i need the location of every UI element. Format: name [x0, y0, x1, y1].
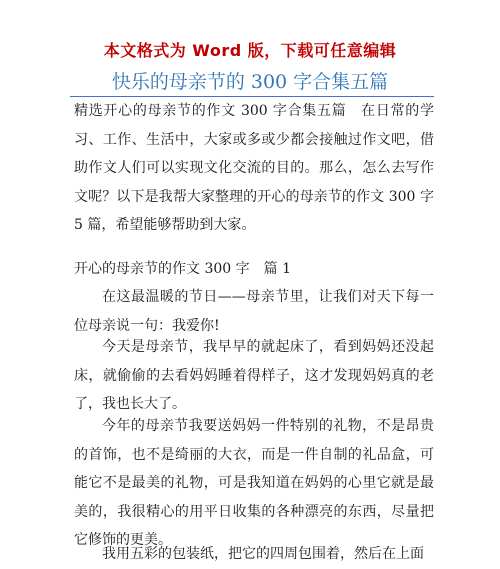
section-heading: 开心的母亲节的作文 300 字 篇 1 — [74, 261, 291, 277]
body-paragraph: 今天是母亲节，我早早的就起床了，看到妈妈还没起床，就偷偷的去看妈妈睡着得样子，这才发现妈妈真的老了，我也长大了。 — [74, 339, 434, 412]
body-paragraph: 今年的母亲节我要送妈妈一件特别的礼物，不是昂贵的首饰，也不是绮丽的大衣，而是一件自制的礼品盒，可能它不是最美的礼物，可是我知道在妈妈的心里它就是最美的，我很精心的用平日收集的各种漂亮的东西，尽量把它修饰的更美。 — [74, 418, 434, 548]
body-paragraph: 我用五彩的包装纸，把它的四周包围着，然后在上面 — [102, 546, 424, 562]
intro-paragraph: 精选开心的母亲节的作文 300 字合集五篇 在日常的学习、工作、生活中，大家或多或少都会接触过作文吧，借助作文人们可以实现文化交流的目的。那么，怎么去写作文呢？以下是我帮大家整理的开心的母亲节的作文 300 字 5 篇，希望能够帮助到大家。 — [74, 103, 434, 233]
download-notice: 本文格式为 Word 版，下载可任意编辑 — [103, 41, 397, 60]
body-paragraph: 在这最温暖的节日——母亲节里，让我们对天下每一位母亲说一句：我爱你! — [74, 289, 434, 334]
document-title: 快乐的母亲节的 300 字合集五篇 — [111, 71, 389, 93]
